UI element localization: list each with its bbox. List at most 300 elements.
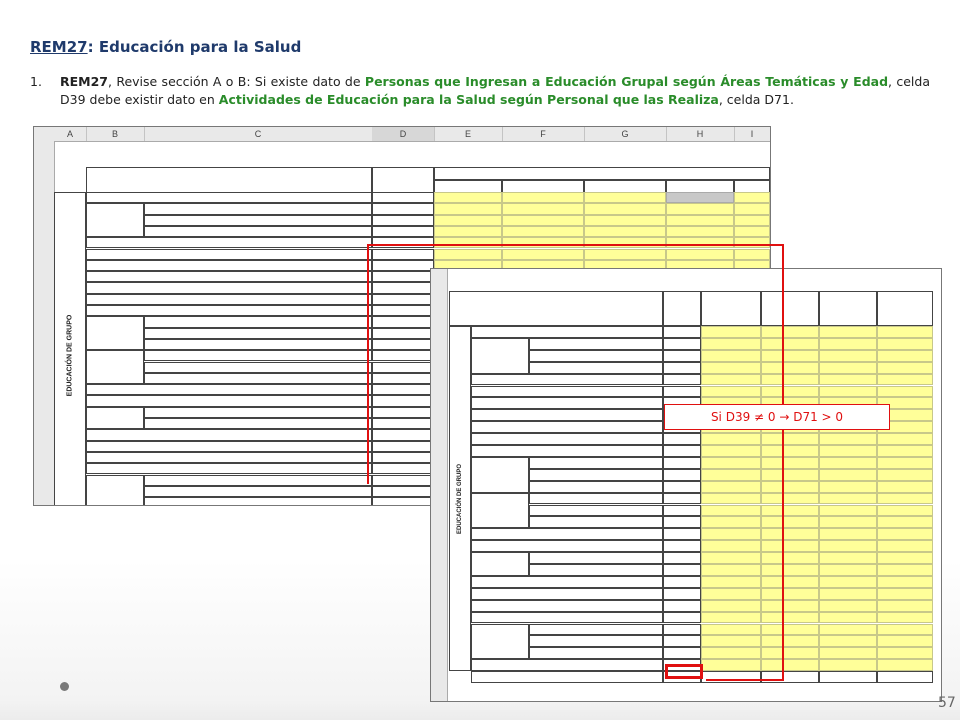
data-cell: [819, 505, 877, 517]
connector-line-right: [782, 244, 784, 680]
row-number: [431, 588, 447, 600]
category-group-label: [86, 407, 144, 430]
data-cell: [819, 659, 877, 671]
total-cell: [372, 475, 434, 486]
category-label: [86, 192, 372, 203]
validation-rule-note: [664, 404, 890, 430]
subcategory-label: [529, 564, 663, 576]
data-cell: [761, 505, 819, 517]
total-cell: [372, 260, 434, 271]
data-cell: [434, 215, 502, 226]
data-cell: [877, 552, 933, 564]
data-cell: [819, 635, 877, 647]
category-label: [471, 433, 663, 445]
category-group-label: [86, 316, 144, 350]
column-letter[interactable]: A: [54, 127, 87, 141]
data-cell: [877, 600, 933, 612]
total-cell: [372, 452, 434, 463]
data-cell: [502, 203, 584, 214]
subcategory-label: [529, 647, 663, 659]
column-letter[interactable]: E: [434, 127, 503, 141]
data-cell: [877, 588, 933, 600]
subcategory-label: [529, 362, 663, 374]
row-number: [34, 249, 54, 260]
data-cell: [666, 203, 734, 214]
subcategory-label: [529, 350, 663, 362]
data-cell: [584, 203, 666, 214]
total-cell: [372, 192, 434, 203]
data-cell: [819, 362, 877, 374]
subcategory-label: [144, 362, 372, 373]
data-cell: [877, 457, 933, 469]
category-label: [471, 421, 663, 433]
data-cell: [434, 226, 502, 237]
row-number: [431, 445, 447, 457]
row-number: [431, 564, 447, 576]
category-label: [471, 576, 663, 588]
total-cell: [372, 407, 434, 418]
row-number: [34, 407, 54, 418]
data-cell: [734, 203, 770, 214]
row-number: [34, 350, 54, 361]
row-number: [431, 612, 447, 624]
total-cell: [372, 305, 434, 316]
total-cell: [372, 294, 434, 305]
row-number: [34, 475, 54, 486]
category-label: [86, 282, 372, 293]
data-cell: [761, 576, 819, 588]
total-cell: [663, 350, 701, 362]
total-cell: [663, 588, 701, 600]
category-label: [471, 540, 663, 552]
row-number: [34, 497, 54, 506]
subcategory-label: [144, 339, 372, 350]
data-cell: [819, 350, 877, 362]
row-number: [34, 452, 54, 463]
row-number: [34, 328, 54, 339]
page-number: 57: [938, 695, 956, 711]
column-letter[interactable]: G: [584, 127, 667, 141]
rule-text: Si D39 ≠ 0 → D71 > 0: [710, 410, 844, 424]
total-cell: [372, 282, 434, 293]
slide-title: [30, 38, 301, 56]
row-number: [431, 516, 447, 528]
category-label: [86, 395, 372, 406]
data-cell: [819, 493, 877, 505]
row-number: [34, 226, 54, 237]
category-label: [86, 305, 372, 316]
data-cell: [761, 624, 819, 636]
data-cell: [877, 635, 933, 647]
row-number: [34, 418, 54, 429]
data-cell: [701, 540, 761, 552]
data-cell: [877, 612, 933, 624]
row-number: [431, 481, 447, 493]
data-cell: [502, 226, 584, 237]
row-number: [34, 154, 54, 166]
data-cell: [701, 350, 761, 362]
data-cell: [761, 445, 819, 457]
category-label: [86, 294, 372, 305]
row-number: [431, 671, 447, 683]
data-cell: [877, 564, 933, 576]
data-cell: [877, 528, 933, 540]
data-cell: [761, 374, 819, 386]
subcategory-label: [144, 497, 372, 506]
total-cell: [663, 362, 701, 374]
data-cell: [434, 237, 502, 248]
data-cell: [502, 192, 584, 203]
row-number: [431, 275, 447, 291]
data-cell: [761, 635, 819, 647]
row-number: [34, 305, 54, 316]
row-number: [431, 552, 447, 564]
total-cell: [663, 600, 701, 612]
subcategory-label: [529, 493, 663, 505]
row-number: [431, 576, 447, 588]
column-letter[interactable]: B: [86, 127, 145, 141]
data-cell: [877, 576, 933, 588]
total-cell: [372, 215, 434, 226]
side-label-text: EDUCACIÓN DE GRUPO: [457, 463, 464, 534]
data-cell: [761, 528, 819, 540]
data-cell: [701, 445, 761, 457]
data-cell: [877, 540, 933, 552]
row-number: [431, 421, 447, 433]
data-cell: [877, 647, 933, 659]
data-cell: [761, 647, 819, 659]
header-personal-col: [819, 291, 877, 326]
item-number: 1.: [30, 74, 42, 89]
row-number: [34, 362, 54, 373]
column-letter[interactable]: D: [372, 127, 435, 141]
row-number: [431, 540, 447, 552]
data-cell: [761, 386, 819, 398]
data-cell: [877, 445, 933, 457]
total-cell: [372, 463, 434, 474]
data-cell: [761, 326, 819, 338]
category-label: [471, 374, 663, 386]
row-number: [431, 505, 447, 517]
data-cell: [584, 192, 666, 203]
total-cell: [663, 635, 701, 647]
category-label: [86, 237, 372, 248]
total-cell: [372, 497, 434, 506]
category-label: [471, 612, 663, 624]
data-cell: [734, 237, 770, 248]
data-cell: [761, 350, 819, 362]
data-cell: [701, 481, 761, 493]
data-cell: [819, 576, 877, 588]
column-header-bar: [34, 127, 770, 142]
instruction-code: REM27: [60, 74, 108, 89]
total-cell: [663, 540, 701, 552]
data-cell: [761, 552, 819, 564]
subcategory-label: [529, 516, 663, 528]
data-cell: [701, 469, 761, 481]
data-cell: [819, 338, 877, 350]
category-label: [471, 326, 663, 338]
total-cell: [663, 564, 701, 576]
subcategory-label: [529, 457, 663, 469]
data-cell: [701, 374, 761, 386]
subcategory-label: [144, 215, 372, 226]
total-cell: [663, 374, 701, 386]
subcategory-label: [529, 635, 663, 647]
row-number: [34, 486, 54, 497]
data-cell: [666, 192, 734, 203]
data-cell: [819, 516, 877, 528]
total-cell: [663, 481, 701, 493]
total-cell: [372, 429, 434, 440]
row-number: [34, 463, 54, 474]
data-cell: [701, 362, 761, 374]
connector-line-top: [367, 244, 784, 246]
row-number: [431, 433, 447, 445]
data-cell: [877, 362, 933, 374]
row-number: [431, 374, 447, 386]
category-label: [86, 249, 372, 260]
data-cell: [701, 600, 761, 612]
category-label: [471, 600, 663, 612]
connector-line-left: [367, 244, 369, 484]
header-total: [372, 167, 434, 193]
row-number: [34, 395, 54, 406]
data-cell: [877, 516, 933, 528]
data-cell: [502, 249, 584, 260]
data-cell: [434, 249, 502, 260]
row-number: [431, 350, 447, 362]
data-cell: [877, 481, 933, 493]
category-label: [86, 271, 372, 282]
subcategory-label: [529, 505, 663, 517]
data-cell: [761, 433, 819, 445]
data-cell: [701, 338, 761, 350]
data-cell: [734, 192, 770, 203]
data-cell: [877, 374, 933, 386]
subcategory-label: [529, 552, 663, 564]
row-number: [34, 282, 54, 293]
data-cell: [877, 624, 933, 636]
data-cell: [819, 600, 877, 612]
category-group-label: [471, 457, 529, 493]
row-number: [34, 429, 54, 440]
side-label-education: [54, 192, 86, 506]
data-cell: [761, 540, 819, 552]
data-cell: [761, 600, 819, 612]
data-cell: [761, 481, 819, 493]
data-cell: [761, 612, 819, 624]
data-cell: [761, 588, 819, 600]
data-cell: [819, 564, 877, 576]
category-group-label: [471, 624, 529, 660]
total-cell: [372, 226, 434, 237]
instruction-body: [60, 73, 930, 109]
total-cell: [372, 384, 434, 395]
row-number: [431, 600, 447, 612]
data-cell: [584, 237, 666, 248]
column-letter[interactable]: H: [666, 127, 735, 141]
category-group-label: [86, 475, 144, 507]
category-label: [86, 429, 372, 440]
subcategory-label: [144, 418, 372, 429]
row-number: [431, 338, 447, 350]
data-cell: [761, 659, 819, 671]
spreadsheet-section-b: [430, 268, 942, 702]
category-label: [86, 384, 372, 395]
slide-bullet-dot: [60, 682, 69, 691]
total-cell: [663, 612, 701, 624]
header-personal-col: [701, 291, 761, 326]
total-cell: [372, 237, 434, 248]
data-cell: [701, 386, 761, 398]
total-row-label: [471, 671, 663, 683]
data-cell: [701, 588, 761, 600]
total-cell: [663, 505, 701, 517]
data-cell: [761, 493, 819, 505]
row-number: [431, 659, 447, 671]
data-cell: [877, 433, 933, 445]
data-cell: [666, 249, 734, 260]
data-cell: [761, 469, 819, 481]
data-cell: [701, 552, 761, 564]
instruction-paragraph: [30, 73, 930, 109]
total-cell: [663, 516, 701, 528]
row-number: [431, 624, 447, 636]
data-cell: [701, 671, 761, 683]
total-cell: [372, 418, 434, 429]
total-cell: [372, 271, 434, 282]
data-cell: [701, 516, 761, 528]
subcategory-label: [144, 407, 372, 418]
data-cell: [819, 588, 877, 600]
category-label: [471, 386, 663, 398]
data-cell: [666, 226, 734, 237]
total-cell: [372, 395, 434, 406]
data-cell: [819, 671, 877, 683]
data-cell: [761, 671, 819, 683]
row-number: [34, 203, 54, 214]
instruction-text: , celda D71.: [718, 92, 794, 107]
instruction-text: , Revise sección A o B: Si existe dato de: [108, 74, 365, 89]
data-cell: [502, 215, 584, 226]
data-cell: [666, 237, 734, 248]
subcategory-label: [144, 350, 372, 361]
data-cell: [584, 215, 666, 226]
row-number: [34, 192, 54, 203]
subcategory-label: [144, 486, 372, 497]
total-cell: [372, 249, 434, 260]
instruction-highlight-b: Actividades de Educación para la Salud según Personal que las Realiza: [218, 92, 719, 107]
header-personal-col: [761, 291, 819, 326]
total-cell: [372, 339, 434, 350]
data-cell: [819, 540, 877, 552]
subcategory-label: [144, 226, 372, 237]
data-cell: [819, 552, 877, 564]
row-number: [34, 441, 54, 452]
data-cell: [734, 226, 770, 237]
row-number: [34, 237, 54, 248]
subcategory-label: [144, 203, 372, 214]
total-cell: [372, 316, 434, 327]
data-cell: [701, 647, 761, 659]
subcategory-label: [144, 373, 372, 384]
data-cell: [761, 338, 819, 350]
category-label: [471, 528, 663, 540]
data-cell: [734, 249, 770, 260]
rem-code-link[interactable]: REM27: [30, 38, 88, 56]
total-cell: [663, 624, 701, 636]
section-b-title: [449, 275, 939, 291]
subcategory-label: [529, 624, 663, 636]
row-number: [431, 307, 447, 323]
category-group-label: [86, 203, 144, 237]
instruction-text: , celda D39 debe existir dato en: [60, 74, 930, 107]
header-personal-col: [877, 291, 933, 326]
row-number: [431, 469, 447, 481]
total-cell: [372, 486, 434, 497]
data-cell: [434, 192, 502, 203]
category-label: [86, 452, 372, 463]
column-letter[interactable]: C: [144, 127, 373, 141]
data-cell: [434, 203, 502, 214]
data-cell: [701, 493, 761, 505]
subcategory-label: [529, 469, 663, 481]
connector-line-bottom: [706, 679, 784, 681]
total-cell: [372, 362, 434, 373]
data-cell: [666, 215, 734, 226]
data-cell: [877, 386, 933, 398]
category-label: [471, 445, 663, 457]
data-cell: [819, 647, 877, 659]
row-number: [34, 384, 54, 395]
category-group-label: [471, 552, 529, 576]
data-cell: [701, 505, 761, 517]
data-cell: [701, 528, 761, 540]
total-cell: [663, 433, 701, 445]
data-cell: [819, 445, 877, 457]
row-number: [34, 294, 54, 305]
category-group-label: [471, 338, 529, 374]
row-number: [34, 339, 54, 350]
row-number: [431, 397, 447, 409]
header-group: [434, 167, 770, 180]
data-cell: [701, 576, 761, 588]
data-cell: [701, 612, 761, 624]
column-letter[interactable]: I: [734, 127, 771, 141]
category-label: [471, 659, 663, 671]
header-total: [663, 291, 701, 326]
total-cell: [663, 386, 701, 398]
category-group-label: [86, 350, 144, 384]
data-cell: [761, 516, 819, 528]
section-a-title: [56, 154, 768, 166]
side-label-text: EDUCACIÓN DE GRUPO: [66, 315, 74, 397]
data-cell: [819, 481, 877, 493]
subcategory-label: [529, 481, 663, 493]
category-label: [471, 397, 663, 409]
category-label: [86, 463, 372, 474]
side-label-education: [449, 326, 471, 671]
row-number: [431, 647, 447, 659]
row-number: [34, 316, 54, 327]
data-cell: [701, 659, 761, 671]
column-letter[interactable]: F: [502, 127, 585, 141]
header-areas: [86, 167, 372, 193]
row-number: [34, 271, 54, 282]
data-cell: [761, 457, 819, 469]
data-cell: [819, 386, 877, 398]
